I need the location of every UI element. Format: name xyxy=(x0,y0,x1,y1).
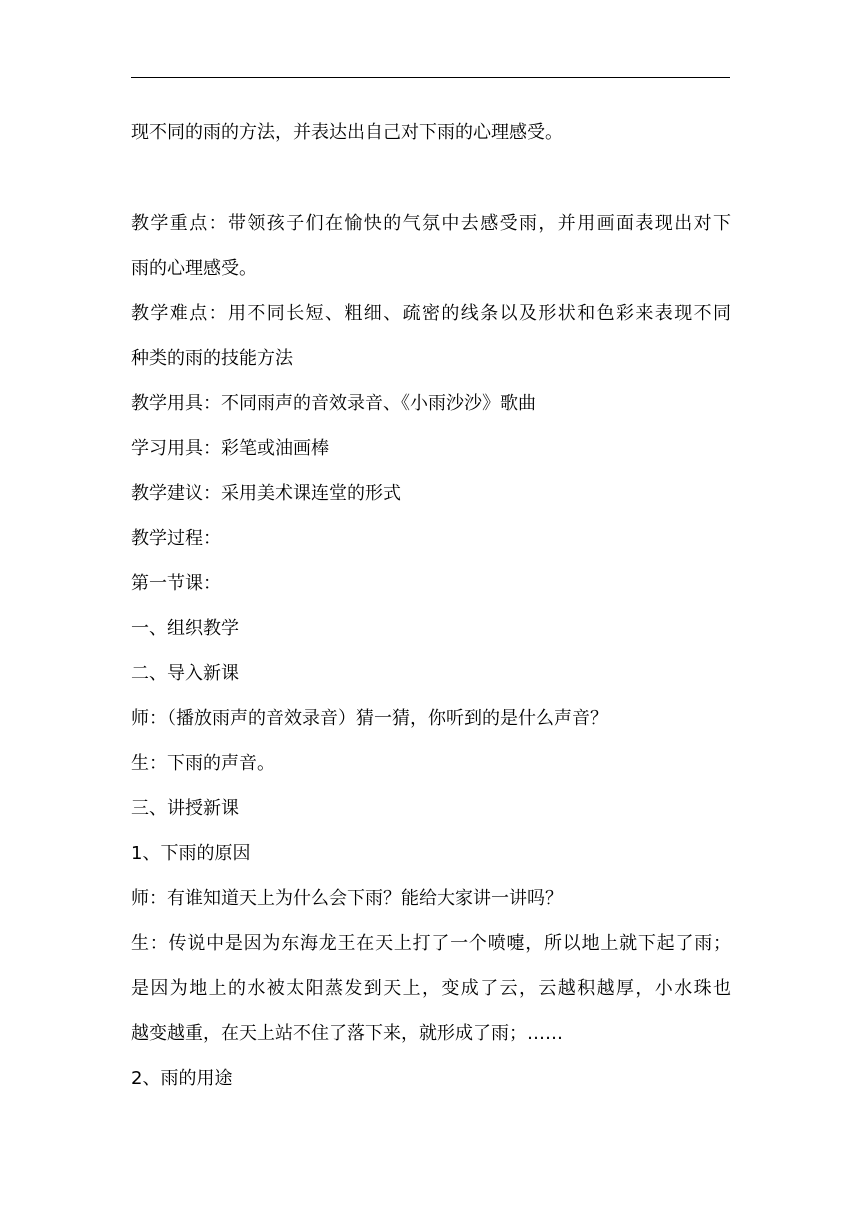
learning-tools: 学习用具：彩笔或油画棒 xyxy=(131,438,329,459)
student-dialogue: 生：下雨的声音。 xyxy=(131,753,275,774)
section-introduce-lesson: 二、导入新课 xyxy=(131,663,239,684)
header-rule xyxy=(131,77,730,78)
teaching-tools: 教学用具：不同雨声的音效录音、《小雨沙沙》歌曲 xyxy=(131,393,536,414)
teaching-suggestion: 教学建议：采用美术课连堂的形式 xyxy=(131,483,401,504)
subsection-rain-cause: 1、下雨的原因 xyxy=(131,843,251,864)
teaching-difficulty-line-1: 教学难点：用不同长短、粗细、疏密的线条以及形状和色彩来表现不同 xyxy=(131,303,731,324)
document-body xyxy=(131,110,731,1101)
teacher-dialogue: 师：（播放雨声的音效录音）猜一猜，你听到的是什么声音？ xyxy=(131,708,608,729)
student-answer-line-3: 越变越重，在天上站不住了落下来，就形成了雨；…… xyxy=(131,1023,563,1044)
subsection-rain-uses: 2、雨的用途 xyxy=(131,1068,233,1089)
teaching-focus-line-2: 雨的心理感受。 xyxy=(131,258,257,279)
teaching-focus-line-1: 教学重点：带领孩子们在愉快的气氛中去感受雨，并用画面表现出对下 xyxy=(131,213,731,234)
section-new-lesson: 三、讲授新课 xyxy=(131,798,239,819)
teacher-question: 师：有谁知道天上为什么会下雨？能给大家讲一讲吗？ xyxy=(131,888,563,909)
first-lesson-heading: 第一节课： xyxy=(131,573,221,594)
student-answer-line-1: 生：传说中是因为东海龙王在天上打了一个喷嚏，所以地上就下起了雨； xyxy=(131,933,731,954)
teaching-difficulty-line-2: 种类的雨的技能方法 xyxy=(131,348,293,369)
paragraph-line: 现不同的雨的方法，并表达出自己对下雨的心理感受。 xyxy=(131,122,563,143)
teaching-process-heading: 教学过程： xyxy=(131,528,221,549)
section-organize-teaching: 一、组织教学 xyxy=(131,618,239,639)
student-answer-line-2: 是因为地上的水被太阳蒸发到天上，变成了云，云越积越厚，小水珠也 xyxy=(131,978,731,999)
blank-line xyxy=(131,155,731,201)
